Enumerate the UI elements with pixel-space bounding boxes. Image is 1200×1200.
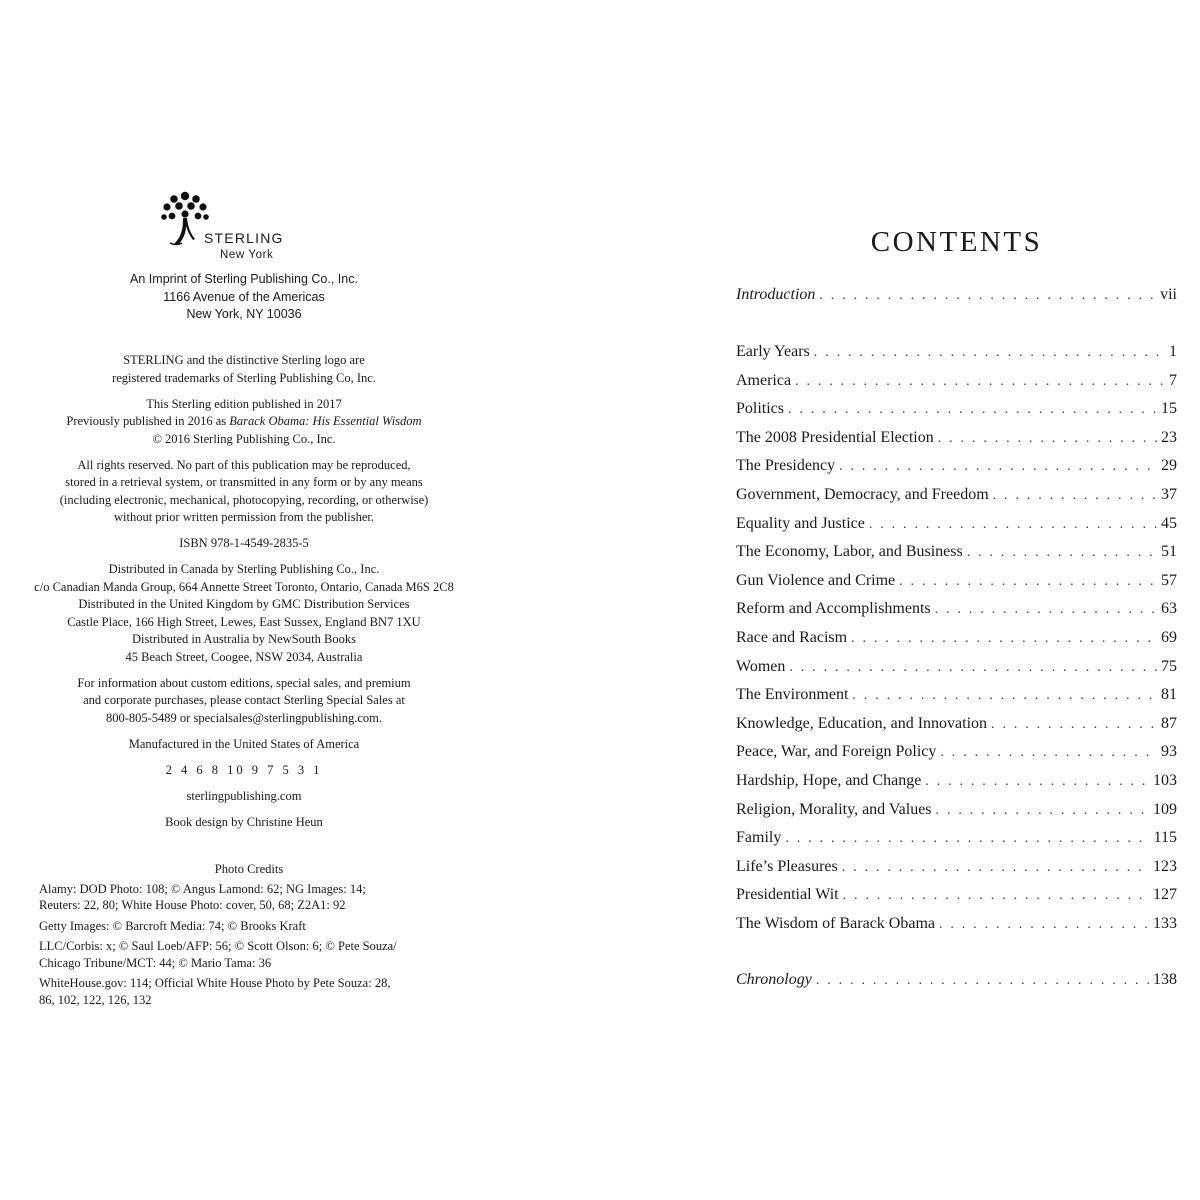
text-line: WhiteHouse.gov: 114; Official White House Photo by Pete Souza: 28, xyxy=(39,976,391,990)
dot-leader xyxy=(852,688,1157,704)
imprint-address xyxy=(44,271,444,324)
text-line: This Sterling edition published in 2017 xyxy=(146,396,342,411)
website: sterlingpublishing.com xyxy=(186,788,302,803)
toc-entry[interactable] xyxy=(736,343,1177,365)
design-credit: Book design by Christine Heun xyxy=(165,814,323,829)
dot-leader xyxy=(842,860,1149,876)
toc-entry-title: Introduction xyxy=(736,286,816,303)
credit-paragraph xyxy=(39,975,459,1008)
text-line: without prior written permission from the publisher. xyxy=(113,510,375,524)
credit-paragraph xyxy=(39,918,459,935)
text-line: 45 Beach Street, Coogee, NSW 2034, Australia xyxy=(125,649,363,664)
toc-entry[interactable] xyxy=(736,915,1177,937)
photo-credits-heading: Photo Credits xyxy=(214,862,284,876)
toc-entry-page: 115 xyxy=(1153,829,1177,847)
dot-leader xyxy=(869,517,1157,533)
toc-entry-page: 138 xyxy=(1153,971,1177,988)
trademark-notice xyxy=(30,352,458,387)
text-line: Chicago Tribune/MCT: 44; © Mario Tama: 36 xyxy=(39,955,272,970)
toc-entry[interactable] xyxy=(736,829,1177,851)
toc-entry-title: Peace, War, and Foreign Policy xyxy=(736,743,937,761)
toc-entry[interactable] xyxy=(736,429,1177,451)
dot-leader xyxy=(788,402,1157,418)
sales-notice xyxy=(30,675,458,728)
toc-entry[interactable] xyxy=(736,658,1177,680)
toc-entry-page: 29 xyxy=(1161,457,1177,475)
toc-entry-title: Government, Democracy, and Freedom xyxy=(736,486,989,503)
toc-entry-title: Family xyxy=(736,829,782,847)
dot-leader xyxy=(839,459,1157,475)
text-line: Castle Place, 166 High Street, Lewes, East Sussex, England BN7 1XU xyxy=(67,614,421,629)
dot-leader xyxy=(789,660,1157,676)
dot-leader xyxy=(785,831,1149,847)
text-line: Getty Images: © Barcroft Media: 74; © Brooks Kraft xyxy=(39,918,306,933)
logo-city: New York xyxy=(220,249,274,261)
toc-entry-page: 45 xyxy=(1161,514,1177,532)
isbn: ISBN 978-1-4549-2835-5 xyxy=(179,536,309,550)
toc-entry-page: 123 xyxy=(1153,857,1177,875)
text-line: LLC/Corbis: x; © Saul Loeb/AFP: 56; © Scott Olson: 6; © Pete Souza/ xyxy=(39,939,397,953)
toc-entry[interactable] xyxy=(736,515,1177,537)
dot-leader xyxy=(967,545,1157,561)
toc-entry-page: 75 xyxy=(1161,657,1177,675)
toc-entry-page: 69 xyxy=(1161,629,1177,646)
imprint-line: An Imprint of Sterling Publishing Co., Inc. xyxy=(130,272,358,286)
dot-leader xyxy=(851,631,1157,647)
toc-entry[interactable] xyxy=(736,372,1177,394)
toc-entry-title: The 2008 Presidential Election xyxy=(736,428,934,446)
toc-entry-title: Equality and Justice xyxy=(736,514,865,532)
toc-entry[interactable] xyxy=(736,686,1177,708)
toc-entry[interactable] xyxy=(736,715,1177,737)
toc-entry-title: The Economy, Labor, and Business xyxy=(736,543,963,561)
credit-paragraph xyxy=(39,881,459,914)
dot-leader xyxy=(991,717,1157,733)
toc-entry-title: Hardship, Hope, and Change xyxy=(736,772,922,789)
tree-icon xyxy=(160,190,210,250)
dot-leader xyxy=(795,374,1165,390)
toc-entry[interactable] xyxy=(736,629,1177,651)
text-line: Reuters: 22, 80; White House Photo: cover, 50, 68; Z2A1: 92 xyxy=(39,898,346,912)
toc-entry[interactable] xyxy=(736,400,1177,422)
toc-entry-page: 87 xyxy=(1161,714,1177,732)
text-line: stored in a retrieval system, or transmitted in any form or by any means xyxy=(65,475,423,489)
text-line: All rights reserved. No part of this publication may be reproduced, xyxy=(77,457,411,472)
toc-entry-title: Reform and Accomplishments xyxy=(736,600,931,618)
toc-entry-title: America xyxy=(736,371,792,389)
text-line: c/o Canadian Manda Group, 664 Annette Street Toronto, Ontario, Canada M6S 2C8 xyxy=(34,579,454,594)
toc-entry[interactable] xyxy=(736,772,1177,794)
logo-name: STERLING xyxy=(204,230,284,246)
text-line: STERLING and the distinctive Sterling logo are xyxy=(123,353,365,367)
toc-entry-page: 15 xyxy=(1161,400,1177,418)
sterling-logo xyxy=(160,190,290,260)
previously-prefix: Previously published in 2016 as xyxy=(66,414,230,428)
toc-entry-title: Presidential Wit xyxy=(736,886,839,904)
dot-leader xyxy=(936,803,1149,819)
dot-leader xyxy=(819,288,1156,304)
toc-entry-title: Religion, Morality, and Values xyxy=(736,800,932,818)
toc-entry-title: Politics xyxy=(736,400,785,418)
toc-entry-chronology[interactable] xyxy=(736,971,1177,993)
toc-entry[interactable] xyxy=(736,457,1177,479)
toc-entry-page: 81 xyxy=(1161,686,1177,704)
contents-title: CONTENTS xyxy=(870,226,1043,258)
dot-leader xyxy=(925,774,1149,790)
toc-entry-title: Gun Violence and Crime xyxy=(736,571,896,589)
toc-entry-page: 127 xyxy=(1153,886,1177,904)
text-line: Distributed in the United Kingdom by GMC Distribution Services xyxy=(78,597,410,611)
toc-entry-title: Life’s Pleasures xyxy=(736,857,838,875)
text-line xyxy=(30,413,458,431)
imprint-line: 1166 Avenue of the Americas xyxy=(163,289,325,304)
toc-entry-page: 51 xyxy=(1161,543,1177,561)
dot-leader xyxy=(814,345,1165,361)
imprint-line: New York, NY 10036 xyxy=(186,307,302,321)
toc-entry-page: 23 xyxy=(1161,428,1177,446)
toc-entry[interactable] xyxy=(736,572,1177,594)
dot-leader xyxy=(816,973,1149,989)
toc-entry-title: The Wisdom of Barack Obama xyxy=(736,915,935,932)
printing-line: 2 4 6 8 10 9 7 5 3 1 xyxy=(165,762,323,777)
toc-entry[interactable] xyxy=(736,801,1177,823)
credit-paragraph xyxy=(39,938,459,971)
toc-entry-page: 103 xyxy=(1153,772,1177,789)
dot-leader xyxy=(899,574,1157,590)
dot-leader xyxy=(935,602,1157,618)
toc-entry[interactable] xyxy=(736,543,1177,565)
toc-entry-title: The Presidency xyxy=(736,457,836,475)
toc-entry-title: Knowledge, Education, and Innovation xyxy=(736,714,988,732)
dot-leader xyxy=(938,431,1157,447)
previous-title: Barack Obama: His Essential Wisdom xyxy=(229,414,422,428)
edition-notice xyxy=(30,396,458,449)
toc-entry-page: 109 xyxy=(1153,800,1177,818)
toc-entry-title: The Environment xyxy=(736,686,849,704)
toc-entry-page: 37 xyxy=(1161,486,1177,503)
text-line: registered trademarks of Sterling Publishing Co, Inc. xyxy=(112,370,376,385)
toc-entry-title: Chronology xyxy=(736,971,812,988)
toc-entry-title: Early Years xyxy=(736,343,810,360)
text-line: (including electronic, mechanical, photocopying, recording, or otherwise) xyxy=(59,492,429,507)
toc-entry[interactable] xyxy=(736,886,1177,908)
toc-entry-introduction[interactable] xyxy=(736,286,1177,308)
toc-entry-page: 1 xyxy=(1169,343,1177,360)
toc-entry-title: Race and Racism xyxy=(736,629,848,646)
toc-entry[interactable] xyxy=(736,486,1177,508)
text-line: For information about custom editions, special sales, and premium xyxy=(77,675,411,690)
toc-entry-page: 93 xyxy=(1161,743,1177,761)
toc-entry-title: Women xyxy=(736,657,786,675)
manufactured-notice: Manufactured in the United States of America xyxy=(128,736,360,751)
text-line: 800-805-5489 or specialsales@sterlingpublishing.com. xyxy=(105,710,383,725)
toc-entry-page: 63 xyxy=(1161,600,1177,618)
toc-entry-page: 57 xyxy=(1161,571,1177,589)
text-line: and corporate purchases, please contact Sterling Special Sales at xyxy=(83,693,405,707)
toc-entry[interactable] xyxy=(736,743,1177,765)
text-line: Alamy: DOD Photo: 108; © Angus Lamond: 62; NG Images: 14; xyxy=(39,881,366,896)
distribution-notice xyxy=(30,561,458,666)
rights-notice xyxy=(30,457,458,527)
dot-leader xyxy=(940,745,1157,761)
copyright-line: © 2016 Sterling Publishing Co., Inc. xyxy=(152,431,336,446)
text-line: 86, 102, 122, 126, 132 xyxy=(39,992,152,1007)
toc-entry[interactable] xyxy=(736,858,1177,880)
legal-notices xyxy=(30,352,458,840)
toc-entry-page: vii xyxy=(1160,286,1177,303)
text-line: Distributed in Canada by Sterling Publishing Co., Inc. xyxy=(108,562,380,576)
text-line: Distributed in Australia by NewSouth Books xyxy=(132,632,356,646)
dot-leader xyxy=(939,917,1149,933)
toc-entry[interactable] xyxy=(736,600,1177,622)
photo-credits xyxy=(39,861,459,1012)
dot-leader xyxy=(843,888,1149,904)
toc-entry-page: 7 xyxy=(1169,371,1177,389)
dot-leader xyxy=(993,488,1157,504)
toc-entry-page: 133 xyxy=(1153,915,1177,932)
